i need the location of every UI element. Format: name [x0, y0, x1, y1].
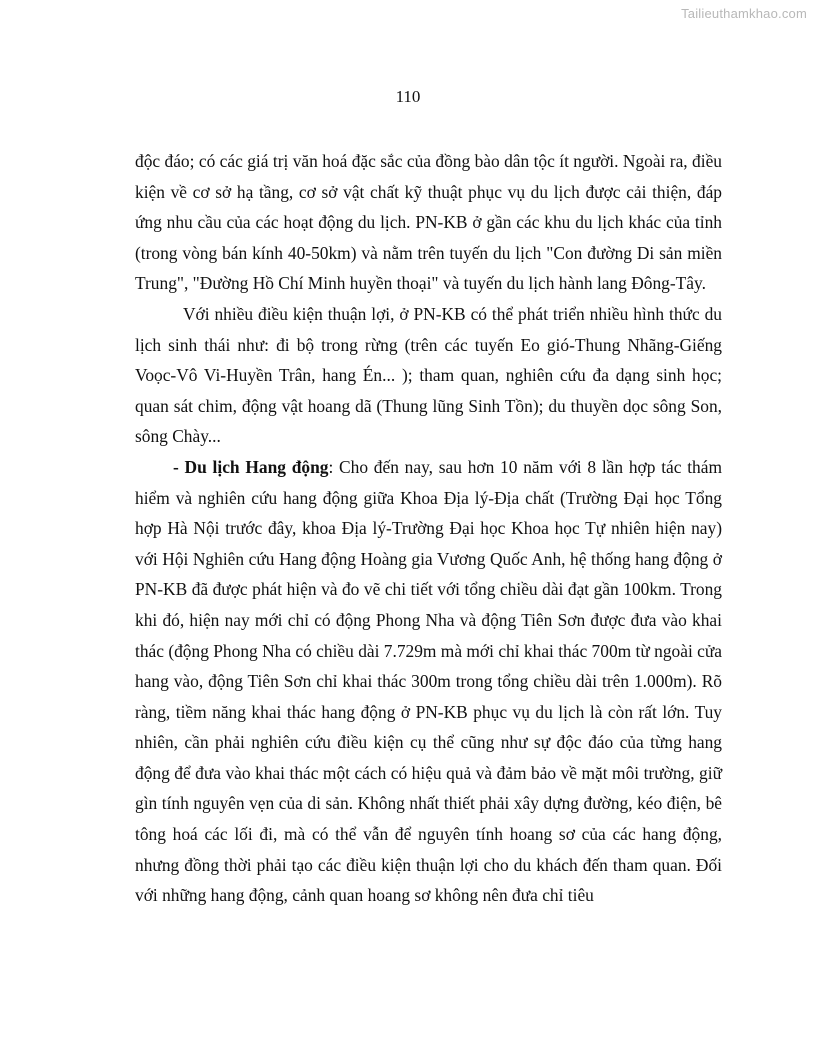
paragraph-1: độc đáo; có các giá trị văn hoá đặc sắc của đồng bào dân tộc ít người. Ngoài ra, điều kiện về cơ sở hạ tầng, cơ sở vật chất kỹ thuật phục vụ du lịch được cải thiện, đáp ứng nhu cầu của các hoạt động du lịch. PN-KB ở gần các khu du lịch khác của tỉnh (trong vòng bán kính 40-50km) và nằm trên tuyến du lịch "Con đường Di sản miền Trung", "Đường Hồ Chí Minh huyền thoại" và tuyến du lịch hành lang Đông-Tây. — [135, 151, 722, 294]
paragraph-2: Với nhiều điều kiện thuận lợi, ở PN-KB có thể phát triển nhiều hình thức du lịch sinh thái như: đi bộ trong rừng (trên các tuyến Eo gió-Thung Nhãng-Giếng Voọc-Vô Vi-Huyền Trân, hang Én... ); tham quan, nghiên cứu đa dạng sinh học; quan sát chim, động vật hoang dã (Thung lũng Sinh Tồn); du thuyền dọc sông Son, sông Chày... — [135, 303, 722, 447]
page-number: 110 — [395, 87, 421, 106]
paragraph-3-text: : Cho đến nay, sau hơn 10 năm với 8 lần hợp tác thám hiểm và nghiên cứu hang động giữa Khoa Địa lý-Địa chất (Trường Đại học Tổng hợp Hà Nội trước đây, khoa Địa lý-Trường Đại học Khoa học Tự nhiên hiện nay) với Hội Nghiên cứu Hang động Hoàng gia Vương Quốc Anh, hệ thống hang động ở PN-KB đã được phát hiện và đo vẽ chi tiết với tổng chiều dài đạt gần 100km. Trong khi đó, hiện nay mới chỉ có động Phong Nha và động Tiên Sơn được đưa vào khai thác (động Phong Nha có chiều dài 7.729m mà mới chỉ khai thác 700m từ ngoài cửa hang vào, động Tiên Sơn chỉ khai thác 300m trong tổng chiều dài trên 1.000m). Rõ ràng, tiềm năng khai thác hang động ở PN-KB phục vụ du lịch là còn rất lớn. Tuy nhiên, cần phải nghiên cứu điều kiện cụ thể cũng như sự độc đáo của từng hang động để đưa vào khai thác một cách có hiệu quả và đảm bảo về mặt môi trường, giữ gìn tính nguyên vẹn của di sản. Không nhất thiết phải xây dựng đường, kéo điện, bê tông hoá các lối đi, mà có thể vẫn để nguyên tính hoang sơ của các hang động, nhưng đồng thời phải tạo các điều kiện thuận lợi cho du khách đến tham quan. Đối với những hang động, cảnh quan hoang sơ không nên đưa chỉ tiêu — [135, 456, 723, 906]
document-body — [135, 146, 722, 911]
watermark-text: Tailieuthamkhao.com — [681, 6, 807, 21]
section-heading-cave-tourism: - Du lịch Hang động — [173, 456, 329, 477]
paragraph-3 — [135, 452, 722, 911]
